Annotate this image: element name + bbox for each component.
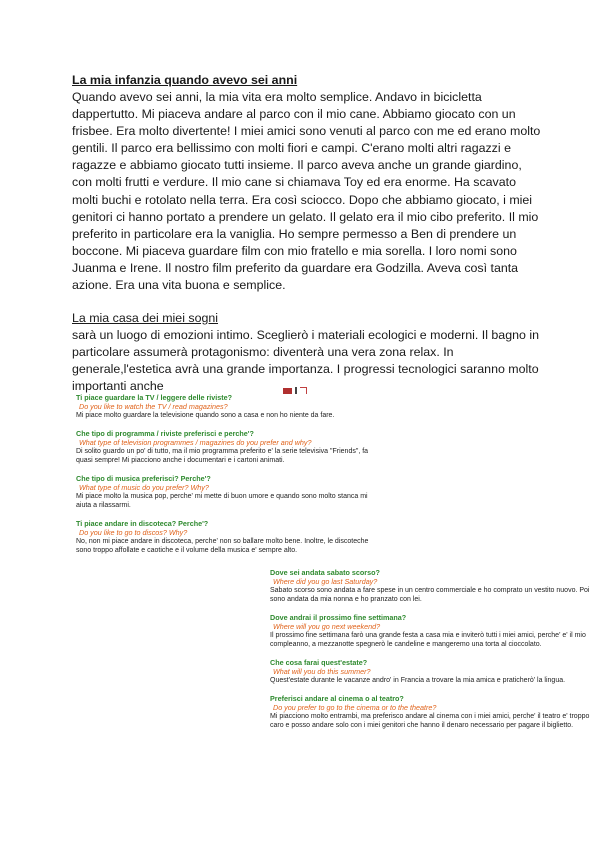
essay-column — [72, 72, 542, 396]
qa-question: Dove andrai il prossimo fine settimana? — [270, 613, 407, 622]
qa-translation: What type of music do you prefer? Why? — [79, 483, 209, 492]
qa-question: Che tipo di musica preferisci? Perche'? — [76, 474, 211, 483]
qa-item — [76, 474, 376, 510]
qa-item — [270, 694, 590, 730]
qa-answer: Sabato scorso sono andata a fare spese in un centro commerciale e ho comprato un vestito nuovo. Poi sono andata da mia nonna e ho pranzato con lei. — [270, 587, 590, 603]
qa-answer: Mi piace molto guardare la televisione quando sono a casa e non ho niente da fare. — [76, 412, 335, 419]
qa-translation: What will you do this summer? — [273, 667, 371, 676]
qa-translation: Where did you go last Saturday? — [273, 577, 378, 586]
qa-question: Ti piace andare in discoteca? Perche'? — [76, 519, 209, 528]
qa-answer: Quest'estate durante le vacanze andro' in Francia a trovare la mia amica e praticherò' la lingua. — [270, 677, 566, 684]
section-body-casa: sarà un luogo di emozioni intimo. Sceglierò i materiali ecologici e moderni. Il bagno in particolare assumerà protagonismo: diventerà una vera zona relax. In generale,l'estetica avrà una grande importanza. I progressi tecnologici saranno molto importanti anche — [72, 328, 539, 394]
qa-question: Ti piace guardare la TV / leggere delle riviste? — [76, 393, 233, 402]
section-title-casa: La mia casa dei miei sogni — [72, 311, 219, 326]
qa-answer-clipped — [76, 537, 376, 561]
qa-translation: Do you like to go to discos? Why? — [79, 528, 188, 537]
qa-item — [76, 519, 376, 561]
qa-answer: Di solito guardo un po' di tutto, ma il mio programma preferito e' la serie televisiva "Friends", fa quasi sempre! Mi piacciono anche i documentari e i cartoni animati. — [76, 448, 369, 464]
paragraph-gap — [72, 294, 542, 310]
qa-item — [270, 658, 590, 685]
qa-question: Che tipo di programma / riviste preferisci e perche'? — [76, 429, 254, 438]
qa-answer: Mi piace molto la musica pop, perche' mi mette di buon umore e quando sono molto stanca mi aiuta a rilassarmi. — [76, 493, 368, 509]
qa-question: Che cosa farai quest'estate? — [270, 658, 368, 667]
qa-answer: Mi piacciono molto entrambi, ma preferisco andare al cinema con i miei amici, perche' il teatro e' troppo caro e posso andare solo con i miei genitori che hanno il denaro necessario per pagare il biglietto. — [270, 713, 590, 729]
qa-item — [270, 613, 590, 649]
qa-translation: Do you prefer to go to the cinema or to the theatre? — [273, 703, 437, 712]
qa-answer: Il prossimo fine settimana farò una grande festa a casa mia e inviterò tutti i miei amici, perche' e' il mio compleanno, a mezzanotte spegnerò le candeline e mangeremo una torta al cioccolato. — [270, 632, 586, 648]
qa-block-left — [76, 393, 376, 570]
qa-item — [76, 429, 376, 465]
section-body-infanzia: Quando avevo sei anni, la mia vita era molto semplice. Andavo in bicicletta dappertutto. Mi piaceva andare al parco con il mio cane. Abbiamo giocato con un frisbee. Era molto divertente! I miei amici sono venuti al parco con me ed erano molto gentili. Il parco era bellissimo con molti fiori e campi. C'erano molti altri ragazzi e ragazze e abbiamo giocato tutti insieme. Il parco aveva anche un grande giardino, con molti frutti e verdure. Il mio cane si chiamava Toy ed era enorme. Ha scavato molti buchi e rotolato nella terra. Era così sciocco. Dopo che abbiamo giocato, i miei genitori ci hanno portato a prendere un gelato. Il gelato era il mio cibo preferito. Il mio preferito in particolare era la vaniglia. Ho sempre permesso a Ben di prendere un boccone. Mi piaceva guardare film con mio fratello e mia sorella. I loro nomi sono Juanma e Irene. Il nostro film preferito da guardare era Godzilla. Aveva così tanta azione. Era una vita buona e semplice. — [72, 90, 541, 293]
qa-translation: Where will you go next weekend? — [273, 622, 381, 631]
qa-translation: Do you like to watch the TV / read magazines? — [79, 402, 228, 411]
qa-block-right — [270, 568, 590, 739]
qa-translation: What type of television programmes / magazines do you prefer and why? — [79, 438, 312, 447]
qa-item — [270, 568, 590, 604]
qa-question: Dove sei andata sabato scorso? — [270, 568, 380, 577]
qa-item — [76, 393, 376, 420]
qa-answer: No, non mi piace andare in discoteca, perche' non so ballare molto bene. Inoltre, le discoteche sono troppo affollate e caotiche e il volume della musica e' sempre alto. — [76, 538, 369, 554]
section-title-infanzia: La mia infanzia quando avevo sei anni — [72, 73, 298, 87]
qa-question: Preferisci andare al cinema o al teatro? — [270, 694, 404, 703]
